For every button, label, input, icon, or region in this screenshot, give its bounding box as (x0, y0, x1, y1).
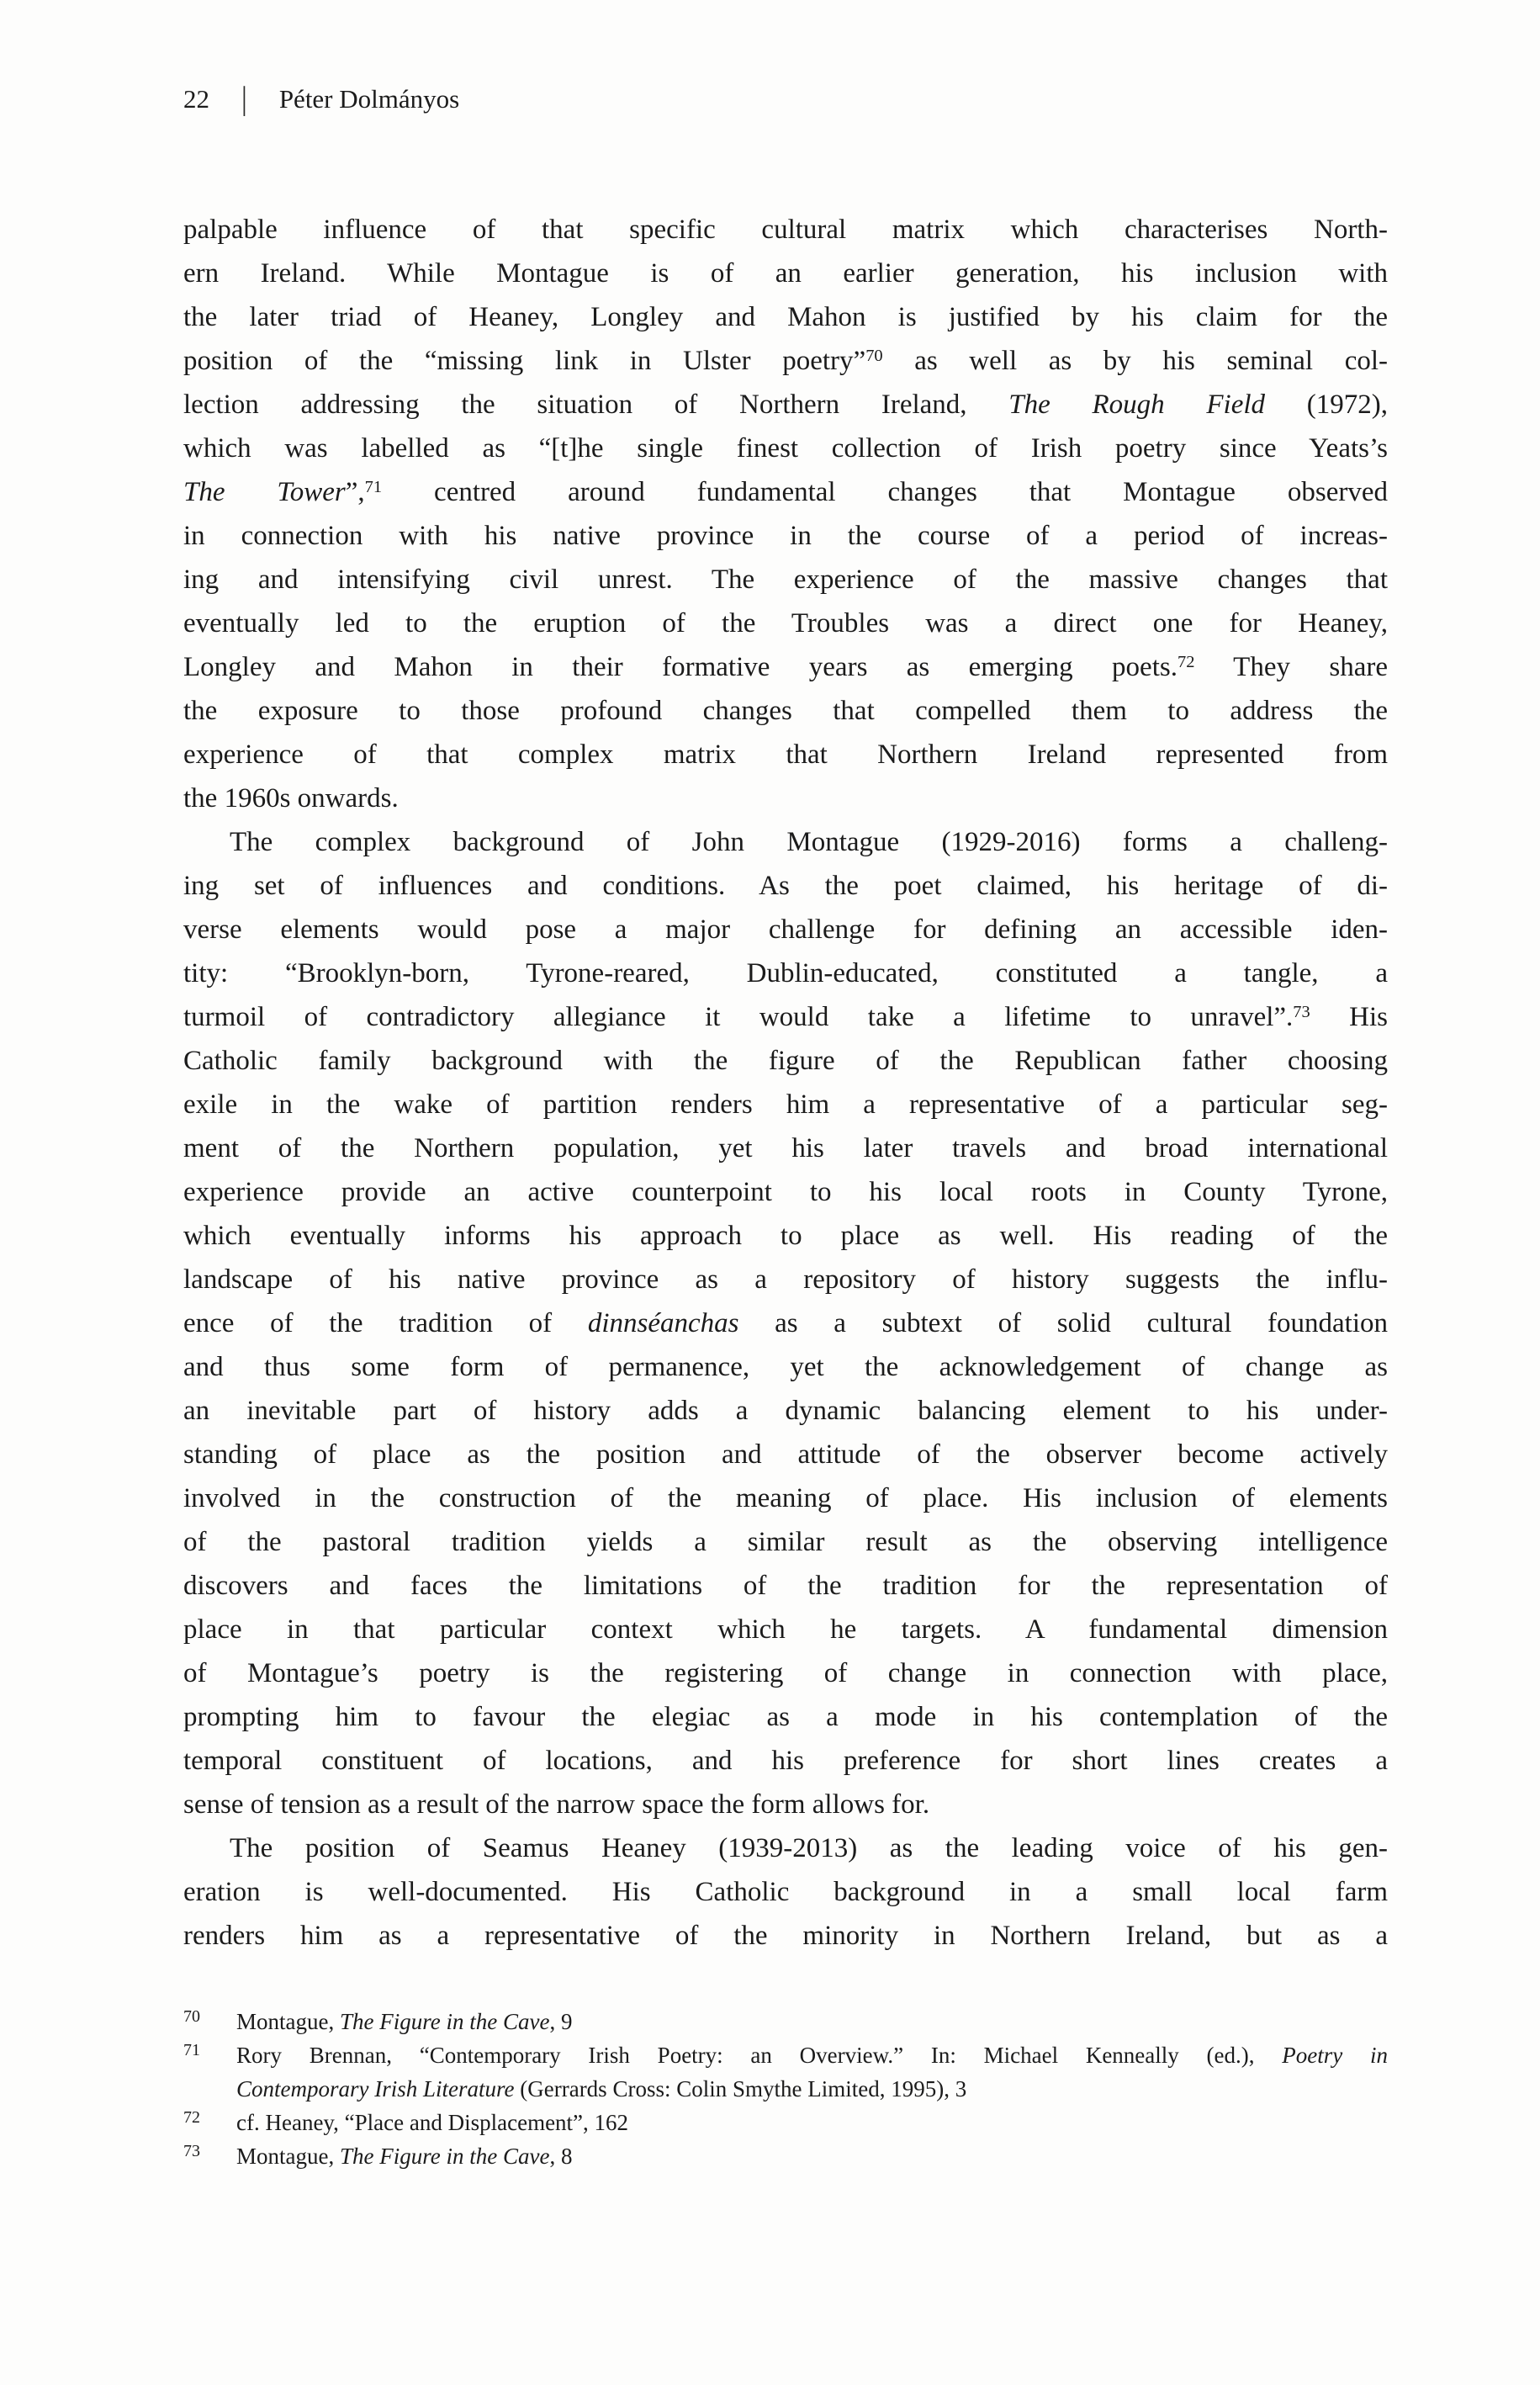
text-run: (Gerrards Cross: Colin Smythe Limited, 1995), 3 (514, 2076, 967, 2101)
text-run: the 1960s onwards. (183, 783, 399, 814)
page-number: 22 (183, 84, 209, 114)
text-run: turmoil of contradictory allegiance it would take a lifetime to unravel”. (183, 1002, 1294, 1032)
text-line (183, 733, 1388, 776)
text-run: verse elements would pose a major challenge for defining an accessible iden- (183, 914, 1388, 945)
text-run: standing of place as the position and attitude of the observer become actively (183, 1439, 1388, 1470)
text-run: experience provide an active counterpoint to his local roots in County Tyrone, (183, 1177, 1388, 1207)
footnote-reference: 70 (865, 347, 883, 366)
text-line (183, 1739, 1388, 1783)
footnote-text (236, 2139, 1388, 2173)
text-line (183, 1870, 1388, 1914)
text-line (183, 776, 1388, 820)
text-run: eventually led to the eruption of the Troubles was a direct one for Heaney, (183, 608, 1388, 639)
body-text (183, 208, 1388, 1958)
paragraph (183, 820, 1388, 1826)
footnote-line (236, 2005, 1388, 2038)
text-run: ing and intensifying civil unrest. The experience of the massive changes that (183, 564, 1388, 595)
text-run: involved in the construction of the meaning of place. His inclusion of elements (183, 1483, 1388, 1513)
text-line (183, 514, 1388, 558)
footnote-text (236, 2005, 1388, 2038)
text-line (183, 995, 1388, 1039)
text-run: as a subtext of solid cultural foundation (738, 1308, 1388, 1338)
text-run: (1972), (1265, 390, 1388, 420)
footnote-line (236, 2139, 1388, 2173)
text-run: The Figure in the Cave (339, 2144, 550, 2169)
text-line (183, 1126, 1388, 1170)
text-run: ern Ireland. While Montague is of an earlier generation, his inclusion with (183, 258, 1388, 289)
text-line (183, 1170, 1388, 1214)
text-run: cf. Heaney, “Place and Displacement”, 162 (236, 2110, 629, 2135)
header-separator: | (241, 81, 247, 117)
footnote-number: 72 (183, 2108, 200, 2127)
text-line (183, 383, 1388, 427)
text-line (183, 908, 1388, 951)
text-line (183, 689, 1388, 733)
text-line (183, 602, 1388, 645)
paragraph (183, 208, 1388, 820)
text-line (183, 1214, 1388, 1258)
text-line (183, 1651, 1388, 1695)
text-run: and thus some form of permanence, yet the acknowledgement of change as (183, 1352, 1388, 1382)
text-run: ing set of influences and conditions. As the poet claimed, his heritage of di- (183, 871, 1388, 901)
paragraph (183, 1826, 1388, 1958)
text-run: Contemporary Irish Literature (236, 2076, 515, 2101)
footnote (183, 2106, 1388, 2139)
text-run: exile in the wake of partition renders him a representative of a particular seg- (183, 1089, 1388, 1120)
text-run: eration is well-documented. His Catholic background in a small local farm (183, 1877, 1388, 1907)
text-line (183, 339, 1388, 383)
footnotes-section (183, 2005, 1388, 2173)
text-line (183, 252, 1388, 295)
text-line (183, 1695, 1388, 1739)
footnote-line (236, 2072, 1388, 2106)
text-run: as well as by his seminal col- (882, 346, 1388, 376)
text-line (183, 1389, 1388, 1433)
text-line (183, 470, 1388, 514)
text-line (183, 1783, 1388, 1826)
footnote-line (236, 2038, 1388, 2072)
text-run: The Rough Field (1008, 390, 1266, 420)
text-run: position of the “missing link in Ulster poetry” (183, 346, 866, 376)
text-run: ment of the Northern population, yet his later travels and broad international (183, 1133, 1388, 1163)
text-line (183, 1520, 1388, 1564)
text-line (183, 820, 1388, 864)
text-run: renders him as a representative of the minority in Northern Ireland, but as a (183, 1921, 1388, 1951)
text-line (183, 1826, 1388, 1870)
text-run: of Montague’s poetry is the registering of change in connection with place, (183, 1658, 1388, 1688)
text-line (183, 1039, 1388, 1083)
text-run: discovers and faces the limitations of the tradition for the representation of (183, 1571, 1388, 1601)
text-run: The complex background of John Montague (1929-2016) forms a challeng- (230, 827, 1388, 857)
text-run: , 9 (549, 2009, 573, 2034)
footnote-number: 73 (183, 2142, 200, 2160)
text-run: lection addressing the situation of Northern Ireland, (183, 390, 1009, 420)
footnote-text (236, 2106, 1388, 2139)
text-run: Longley and Mahon in their formative years as emerging poets. (183, 652, 1177, 682)
text-run: centred around fundamental changes that Montague observed (382, 477, 1388, 507)
text-run: an inevitable part of history adds a dynamic balancing element to his under- (183, 1396, 1388, 1426)
text-run: experience of that complex matrix that Northern Ireland represented from (183, 739, 1388, 770)
text-run: ”, (345, 477, 365, 507)
text-run: Montague, (236, 2009, 340, 2034)
text-run: The Figure in the Cave (339, 2009, 550, 2034)
footnote-number: 70 (183, 2007, 200, 2026)
footnote-line (236, 2106, 1388, 2139)
document-page (183, 80, 1388, 2173)
text-run: Poetry in (1282, 2043, 1388, 2068)
text-line (183, 1301, 1388, 1345)
footnote (183, 2139, 1388, 2173)
text-run: Rory Brennan, “Contemporary Irish Poetry: an Overview.” In: Michael Kenneally (ed.), (236, 2043, 1283, 2068)
text-run: in connection with his native province in the course of a period of increas- (183, 521, 1388, 551)
footnote-reference: 73 (1293, 1003, 1310, 1022)
footnote-reference: 72 (1177, 653, 1195, 672)
text-line (183, 951, 1388, 995)
text-run: temporal constituent of locations, and his preference for short lines creates a (183, 1746, 1388, 1776)
text-line (183, 1433, 1388, 1476)
text-run: tity: “Brooklyn-born, Tyrone-reared, Dublin-educated, constituted a tangle, a (183, 958, 1388, 988)
text-run: Montague, (236, 2144, 340, 2169)
text-run: which eventually informs his approach to place as well. His reading of the (183, 1221, 1388, 1251)
text-line (183, 558, 1388, 602)
text-run: palpable influence of that specific cultural matrix which characterises North- (183, 215, 1388, 245)
text-line (183, 645, 1388, 689)
text-run: They share (1194, 652, 1388, 682)
text-line (183, 295, 1388, 339)
text-line (183, 427, 1388, 470)
footnote-text (236, 2038, 1388, 2106)
footnote (183, 2038, 1388, 2106)
author-name: Péter Dolmányos (278, 84, 460, 114)
text-line (183, 1476, 1388, 1520)
text-line (183, 1258, 1388, 1301)
text-run: which was labelled as “[t]he single finest collection of Irish poetry since Yeats’s (183, 433, 1388, 464)
text-run: ence of the tradition of (183, 1308, 588, 1338)
text-run: The Tower (183, 477, 346, 507)
text-line (183, 1564, 1388, 1608)
text-line (183, 864, 1388, 908)
footnote (183, 2005, 1388, 2038)
text-line (183, 1608, 1388, 1651)
text-line (183, 1914, 1388, 1958)
text-line (183, 208, 1388, 252)
text-line (183, 1083, 1388, 1126)
text-run: His (1310, 1002, 1388, 1032)
text-run: prompting him to favour the elegiac as a mode in his contemplation of the (183, 1702, 1388, 1732)
page-header (183, 80, 1388, 119)
text-run: place in that particular context which he targets. A fundamental dimension (183, 1614, 1388, 1645)
text-run: sense of tension as a result of the narrow space the form allows for. (183, 1789, 930, 1820)
footnote-reference: 71 (364, 478, 383, 497)
text-run: of the pastoral tradition yields a similar result as the observing intelligence (183, 1527, 1388, 1557)
text-run: , 8 (549, 2144, 573, 2169)
text-line (183, 1345, 1388, 1389)
text-run: The position of Seamus Heaney (1939-2013) as the leading voice of his gen- (230, 1833, 1388, 1863)
text-run: dinnséanchas (587, 1308, 739, 1338)
text-run: the later triad of Heaney, Longley and Mahon is justified by his claim for the (183, 302, 1388, 332)
text-run: the exposure to those profound changes that compelled them to address the (183, 696, 1388, 726)
text-run: Catholic family background with the figure of the Republican father choosing (183, 1046, 1388, 1076)
text-run: landscape of his native province as a repository of history suggests the influ- (183, 1264, 1388, 1295)
footnote-number: 71 (183, 2041, 200, 2059)
